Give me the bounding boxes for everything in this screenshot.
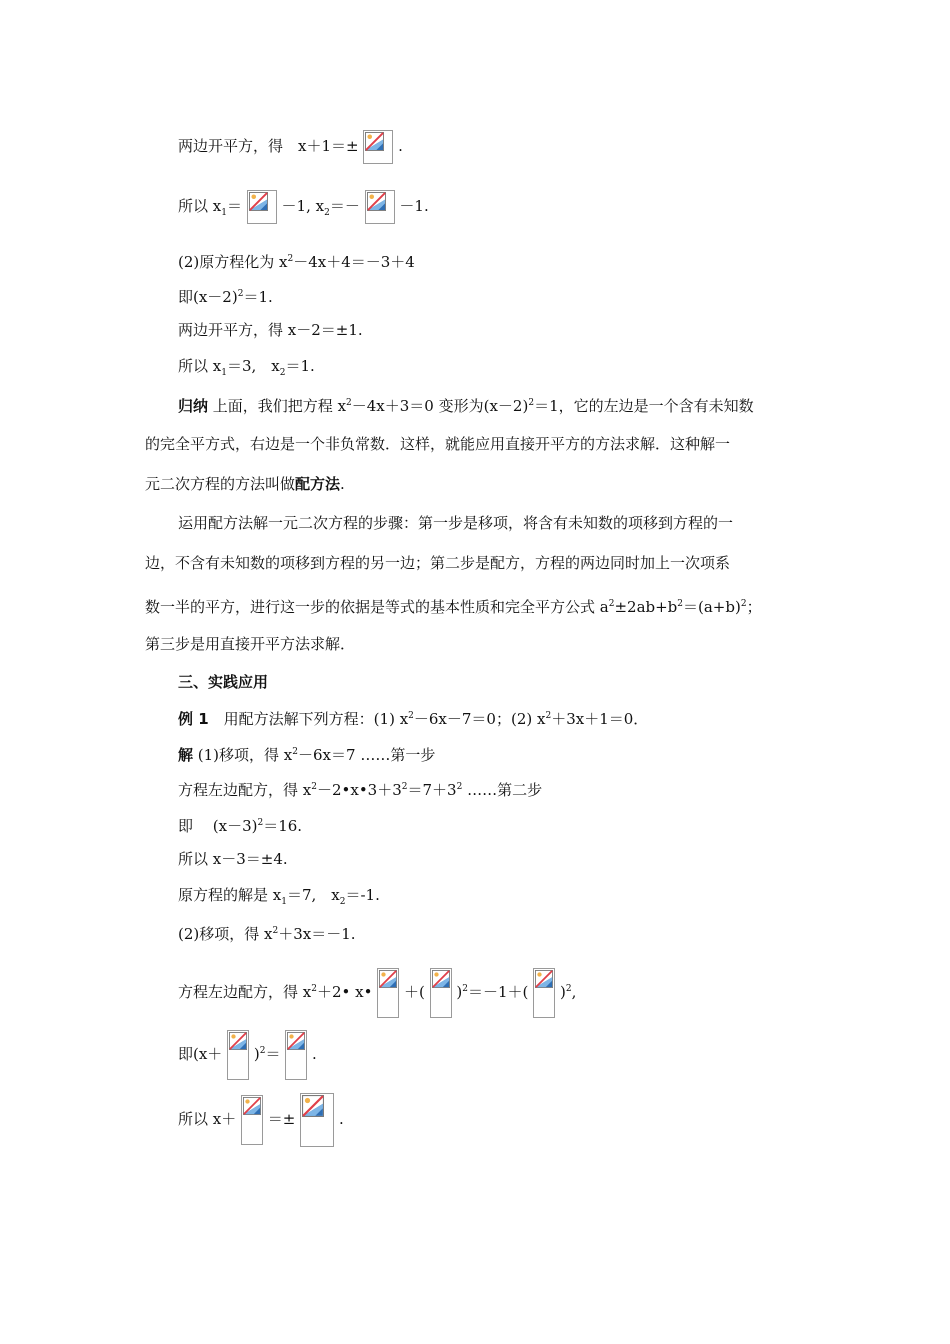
line-roots-2: 所以 $x_1=3$, $x_2=1$.: [178, 357, 315, 378]
line-rewrite: (2)原方程化为 $x^2-4x+4=-3+4$: [178, 253, 415, 271]
solution-step-6: (2)移项，得 $x^2+3x=-1$.: [178, 925, 356, 943]
formula-image: [365, 190, 395, 224]
steps-line-4: 第三步是用直接开平方法求解．: [145, 635, 356, 653]
image-placeholder-icon: [287, 1032, 305, 1050]
example-label: 例 1: [178, 710, 209, 728]
summary-line-3: 元二次方程的方法叫做配方法.: [145, 475, 345, 493]
image-placeholder-icon: [249, 192, 268, 211]
line-roots-1: 所以 $x_1=$ －1, $x_2=-$ －1.: [178, 190, 429, 224]
solution-step-4: 所以 x－3＝±4.: [178, 850, 288, 868]
formula-image: [363, 130, 393, 164]
image-placeholder-icon: [432, 970, 450, 988]
solution-step-7: 方程左边配方，得 $x^2+2•$ x• ＋( )$^2$＝－1＋( )$^2$,: [178, 968, 576, 1018]
formula-image: [247, 190, 277, 224]
image-placeholder-icon: [243, 1097, 261, 1115]
image-placeholder-icon: [367, 192, 386, 211]
solution-label: 解: [178, 746, 194, 764]
formula-image: [533, 968, 555, 1018]
steps-line-2: 边，不含有未知数的项移到方程的另一边；第二步是配方，方程的两边同时加上一次项系: [145, 554, 731, 572]
summary-line-2: 的完全平方式，右边是一个非负常数．这样，就能应用直接开平方的方法求解．这种解一: [145, 435, 731, 453]
image-placeholder-icon: [229, 1032, 247, 1050]
solution-step-9: 所以 x＋ ＝± .: [178, 1093, 344, 1147]
formula-image: [300, 1093, 334, 1147]
solution-step-5: 原方程的解是 $x_1=7$, $x_2=-1$.: [178, 886, 380, 907]
example-1: 例 1 用配方法解下列方程：(1) $x^2-6x-7=0$；(2) $x^2+3x+1=0$．: [178, 710, 649, 728]
section-title: 三、实践应用: [178, 673, 269, 691]
solution-step-3: 即 $(x-3)^2=16$.: [178, 817, 303, 835]
image-placeholder-icon: [379, 970, 397, 988]
line-take-root-1: 两边开平方，得 x＋1＝± .: [178, 130, 403, 164]
image-placeholder-icon: [365, 132, 384, 151]
steps-line-3: 数一半的平方，进行这一步的依据是等式的基本性质和完全平方公式 $a^2\pm 2ab+b^2=(a+b)^2$；: [145, 598, 762, 616]
solution-step-1: 解 (1)移项，得 $x^2-6x=7$ ……第一步: [178, 746, 436, 764]
formula-image: [285, 1030, 307, 1080]
steps-line-1: 运用配方法解一元二次方程的步骤：第一步是移项，将含有未知数的项移到方程的一: [178, 514, 734, 532]
image-placeholder-icon: [302, 1095, 324, 1117]
formula-image: [430, 968, 452, 1018]
line-text: 两边开平方，得 x＋1＝±: [178, 137, 359, 155]
line-square-form: 即$(x-2)^2=1$.: [178, 288, 273, 306]
formula-image: [241, 1095, 263, 1145]
term-completing-square: 配方法: [295, 475, 341, 493]
summary-label: 归纳: [178, 397, 209, 415]
formula-image: [227, 1030, 249, 1080]
solution-step-2: 方程左边配方，得 $x^2-2•x•3+3^2=7+3^2$ ……第二步: [178, 781, 543, 799]
solution-step-8: 即(x＋ )$^2$＝ .: [178, 1030, 317, 1080]
image-placeholder-icon: [535, 970, 553, 988]
summary-line-1: 归纳 上面，我们把方程 $x^2-4x+3=0$ 变形为$(x-2)^2=1$，它的左边是一个含有未知数: [178, 397, 754, 415]
line-take-root-2: 两边开平方，得 x－2＝±1.: [178, 321, 363, 339]
formula-image: [377, 968, 399, 1018]
